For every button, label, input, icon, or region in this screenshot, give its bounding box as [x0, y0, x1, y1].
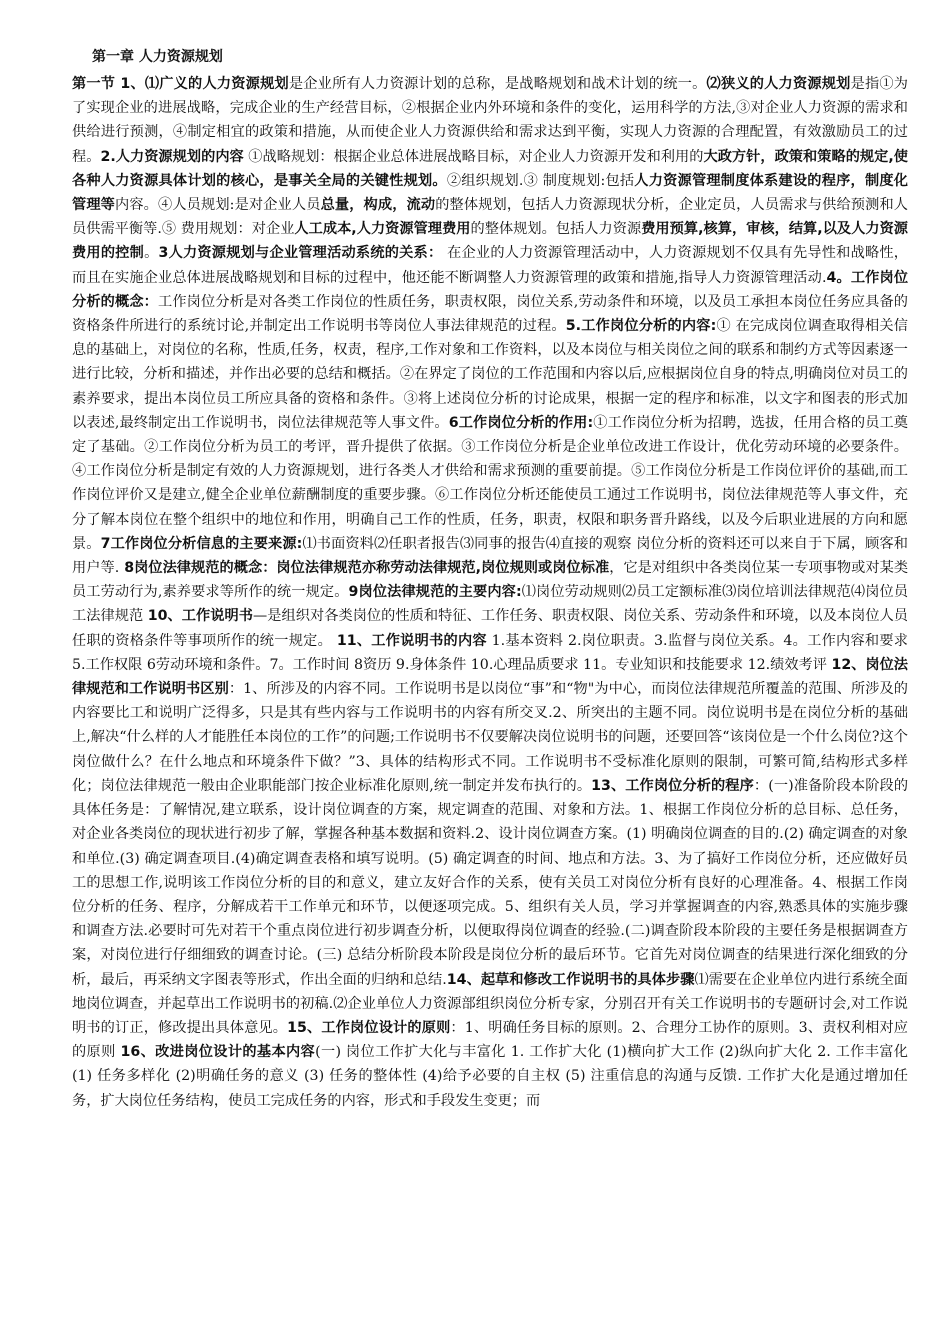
body-text-run: 是企业所有人力资源计划的总称，是战略规划和战术计划的统一。: [288, 76, 707, 92]
body-text-run: ①战略规划：根据企业总体进展战略目标，对企业人力资源开发和利用的: [243, 148, 704, 165]
body-text-run: ⑴需要在企业单位内进行系统全面地岗位调查，并起草出工作说明书的初稿.⑵企业单位人力资源部组织岗位分析专家，分别召开有关工作说明书的专题研讨会,对工作说明书的订正，修改提出具体意见。: [72, 971, 908, 1036]
section-heading: 15、工作岗位设计的原则: [287, 1019, 451, 1036]
body-text-run: 。: [144, 245, 159, 262]
section-heading: 4。工作岗位分析的概念：: [72, 269, 909, 310]
section-heading: 6工作岗位分析的作用:: [448, 414, 594, 431]
body-text-run: 在企业的人力资源管理活动中，人力资源规划不仅具有先导性和战略性，而且在实施企业总体进展战略规划和目标的过程中，他还能不断调整人力资源管理的政策和措施,指导人力资源管理活动.: [72, 245, 908, 286]
body-text-run: ，它是对组织中各类岗位某一专项事物或对某类员工劳动行为,素养要求等所作的统一规定。: [72, 560, 909, 601]
section-heading: ⑵狭义的人力资源规划: [706, 76, 851, 92]
section-heading: 12、岗位法律规范和工作说明书区别: [72, 656, 908, 698]
body-text-run: 工作岗位分析是对各类工作岗位的性质任务，职责权限，岗位关系,劳动条件和环境，以及员工承担本岗位任务应具备的资格条件所进行的系统讨论,并制定出工作说明书等岗位人事法律规范的过程。: [72, 293, 908, 335]
section-heading: 2.人力资源规划的内容: [100, 148, 244, 165]
section-heading: 人工成本,人力资源管理费用: [294, 221, 471, 238]
body-text-run: ②组织规划.③ 制度规划:包括: [446, 172, 635, 189]
body-text-run: 内容。④人员规划:是对企业人员: [115, 197, 321, 214]
body-text-run: ⑴岗位劳动规则⑵员工定额标准⑶岗位培训法律规范⑷岗位员工法律规范: [72, 584, 909, 625]
section-heading: 7工作岗位分析信息的主要来源:: [100, 535, 303, 552]
body-text-run: ：(一)准备阶段本阶段的具体任务是：了解情况,建立联系，设计岗位调查的方案，规定调查的范围、对象和方法。1、根据工作岗位分析的总目标、总任务，对企业各类岗位的现状进行初步了解，掌握各种基本数据和资料.2、设计岗位调查方案。(1) 明确岗位调查的目的.(2) 确定调查的对象和单位.(3) 确定调查项目.(4)确定调查表格和填写说明。(5) 确定调查的时间、地点和方法。3、为了搞好工作岗位分析，还应做好员工的思想工作,说明该工作岗位分析的目的和意义，建立友好合作的关系，使有关员工对岗位分析有良好的心理准备。4、根据工作岗位分析的任务、程序，分解成若干工作单元和环节，以便逐项完成。5、组织有关人员，学习并掌握调查的内容,熟悉具体的实施步骤和调查方法.必要时可先对若干个重点岗位进行初步调查分析，以便取得岗位调查的经验.(二)调查阶段本阶段的主要任务是根据调查方案，对岗位进行仔细细致的调查讨论。(三) 总结分析阶段本阶段是岗位分析的最后环节。它首先对岗位调查的结果进行深化细致的分析，最后，再采纳文字图表等形式，作出全面的归纳和总结.: [72, 777, 909, 988]
document-page: [72, 44, 908, 1113]
body-text-run: —是组织对各类岗位的性质和特征、工作任务、职责权限、岗位关系、劳动条件和环境，以及本岗位人员任职的资格条件等事项所作的统一规定。: [72, 608, 908, 649]
body-text-run: 的整体规划，包括人力资源现状分析，企业定员，人员需求与供给预测和人员供需平衡等.⑤ 费用规划：对企业: [72, 197, 908, 238]
section-heading: 16、改进岗位设计的基本内容: [120, 1044, 316, 1061]
section-heading: 10、工作说明书: [147, 608, 254, 625]
section-heading: 3人力资源规划与企业管理活动系统的关系：: [158, 245, 443, 262]
chapter-title: 第一章 人力资源规划: [92, 49, 223, 65]
section-heading: 费用预算,核算，审核，结算,以及人力资源费用的控制: [72, 221, 908, 262]
body-text-run: ：1、明确任务目标的原则。2、合理分工协作的原则。3、责权利相对应的原则: [72, 1019, 908, 1061]
body-text-run: ① 在完成岗位调查取得相关信息的基础上，对岗位的名称，性质,任务，权责，程序,工作对象和工作资料，以及本岗位与相关岗位之间的联系和制约方式等因素逐一进行比较，分析和描述，并作出必要的总结和概括。②在界定了岗位的工作范围和内容以后,应根据岗位自身的特点,明确岗位对员工的素养要求，提出本岗位员工所应具备的资格和条件。③将上述岗位分析的讨论成果，根据一定的程序和标准，以文字和图表的形式加以表述,最终制定出工作说明书，岗位法律规范等人事文件。: [72, 318, 908, 431]
body-text-run: ①工作岗位分析为招聘，选拔，任用合格的员工奠定了基础。②工作岗位分析为员工的考评，晋升提供了依据。③工作岗位分析是企业单位改进工作设计，优化劳动环境的必要条件。④工作岗位分析是制定有效的人力资源规划，进行各类人才供给和需求预测的重要前提。⑤工作岗位分析是工作岗位评价的基础,而工作岗位评价又是建立,健全企业单位薪酬制度的重要步骤。⑥工作岗位分析还能使员工通过工作说明书，岗位法律规范等人事文件，充分了解本岗位在整个组织中的地位和作用，明确自己工作的性质，任务，职责，权限和职务晋升路线，以及今后职业进展的方向和愿景。: [72, 414, 908, 552]
section-heading: 5.工作岗位分析的内容:: [565, 318, 717, 335]
section-heading: 8岗位法律规范的概念：岗位法律规范亦称劳动法律规范,岗位规则或岗位标准: [119, 560, 610, 577]
body-paragraph: [72, 72, 908, 1113]
section-heading: 大政方针，政策和策略的规定,使各种人力资源具体计划的核心，是事关全局的关键性规划。: [72, 148, 908, 189]
section-heading: 11、工作说明书的内容: [336, 632, 487, 649]
section-heading: 第一节 1、⑴广义的人力资源规划: [72, 76, 289, 92]
body-text-run: ⑴书面资料⑵任职者报告⑶同事的报告⑷直接的观察 岗位分析的资料还可以来自于下属，顾客和用户等.: [72, 535, 908, 577]
body-text-run: 的整体规划。包括人力资源: [470, 221, 642, 238]
body-text-run: 1.基本资料 2.岗位职责。3.监督与岗位关系。4。工作内容和要求 5.工作权限 6劳动环境和条件。7。工作时间 8资历 9.身体条件 10.心理品质要求 11。专业知识和技能要求 12.绩效考评: [72, 632, 908, 673]
body-text-run: (一) 岗位工作扩大化与丰富化 1. 工作扩大化 (1)横向扩大工作 (2)纵向扩大化 2. 工作丰富化 (1) 任务多样化 (2)明确任务的意义 (3) 任务的整体性 (4)给予必要的自主权 (5) 注重信息的沟通与反馈. 工作扩大化是通过增加任务，扩大岗位任务结构，使员工完成任务的内容，形式和手段发生变更；而: [72, 1044, 908, 1109]
section-heading: 13、工作岗位分析的程序: [591, 777, 754, 794]
section-heading: 总量，构成，流动: [320, 197, 436, 214]
section-heading: 人力资源管理制度体系建设的程序，制度化管理等: [72, 172, 908, 214]
section-heading: 9岗位法律规范的主要内容:: [348, 584, 522, 601]
section-heading: 14、起草和修改工作说明书的具体步骤: [446, 971, 695, 988]
body-text-run: ：1、所涉及的内容不同。工作说明书是以岗位“事”和“物"为中心，而岗位法律规范所覆盖的范围、所涉及的内容要比工和说明广泛得多，只是其有些内容与工作说明书的内容有所交叉.2、所突出的主题不同。岗位说明书是在岗位分析的基础上,解决“什么样的人才能胜任本岗位的工作”的问题;工作说明书不仅要解决岗位说明书的问题，还要回答“该岗位是一个什么岗位?这个岗位做什么？在什么地点和环境条件下做？”3、具体的结构形式不同。工作说明书不受标准化原则的限制，可繁可简,结构形式多样化；岗位法律规范一般由企业职能部门按企业标准化原则,统一制定并发布执行的。: [72, 681, 908, 794]
body-text-run: 是指①为了实现企业的进展战略，完成企业的生产经营目标，②根据企业内外环境和条件的变化，运用科学的方法,③对企业人力资源的需求和供给进行预测，④制定相宜的政策和措施，从而使企业人力资源供给和需求达到平衡，实现人力资源的合理配置，有效激励员工的过程。: [72, 76, 908, 165]
